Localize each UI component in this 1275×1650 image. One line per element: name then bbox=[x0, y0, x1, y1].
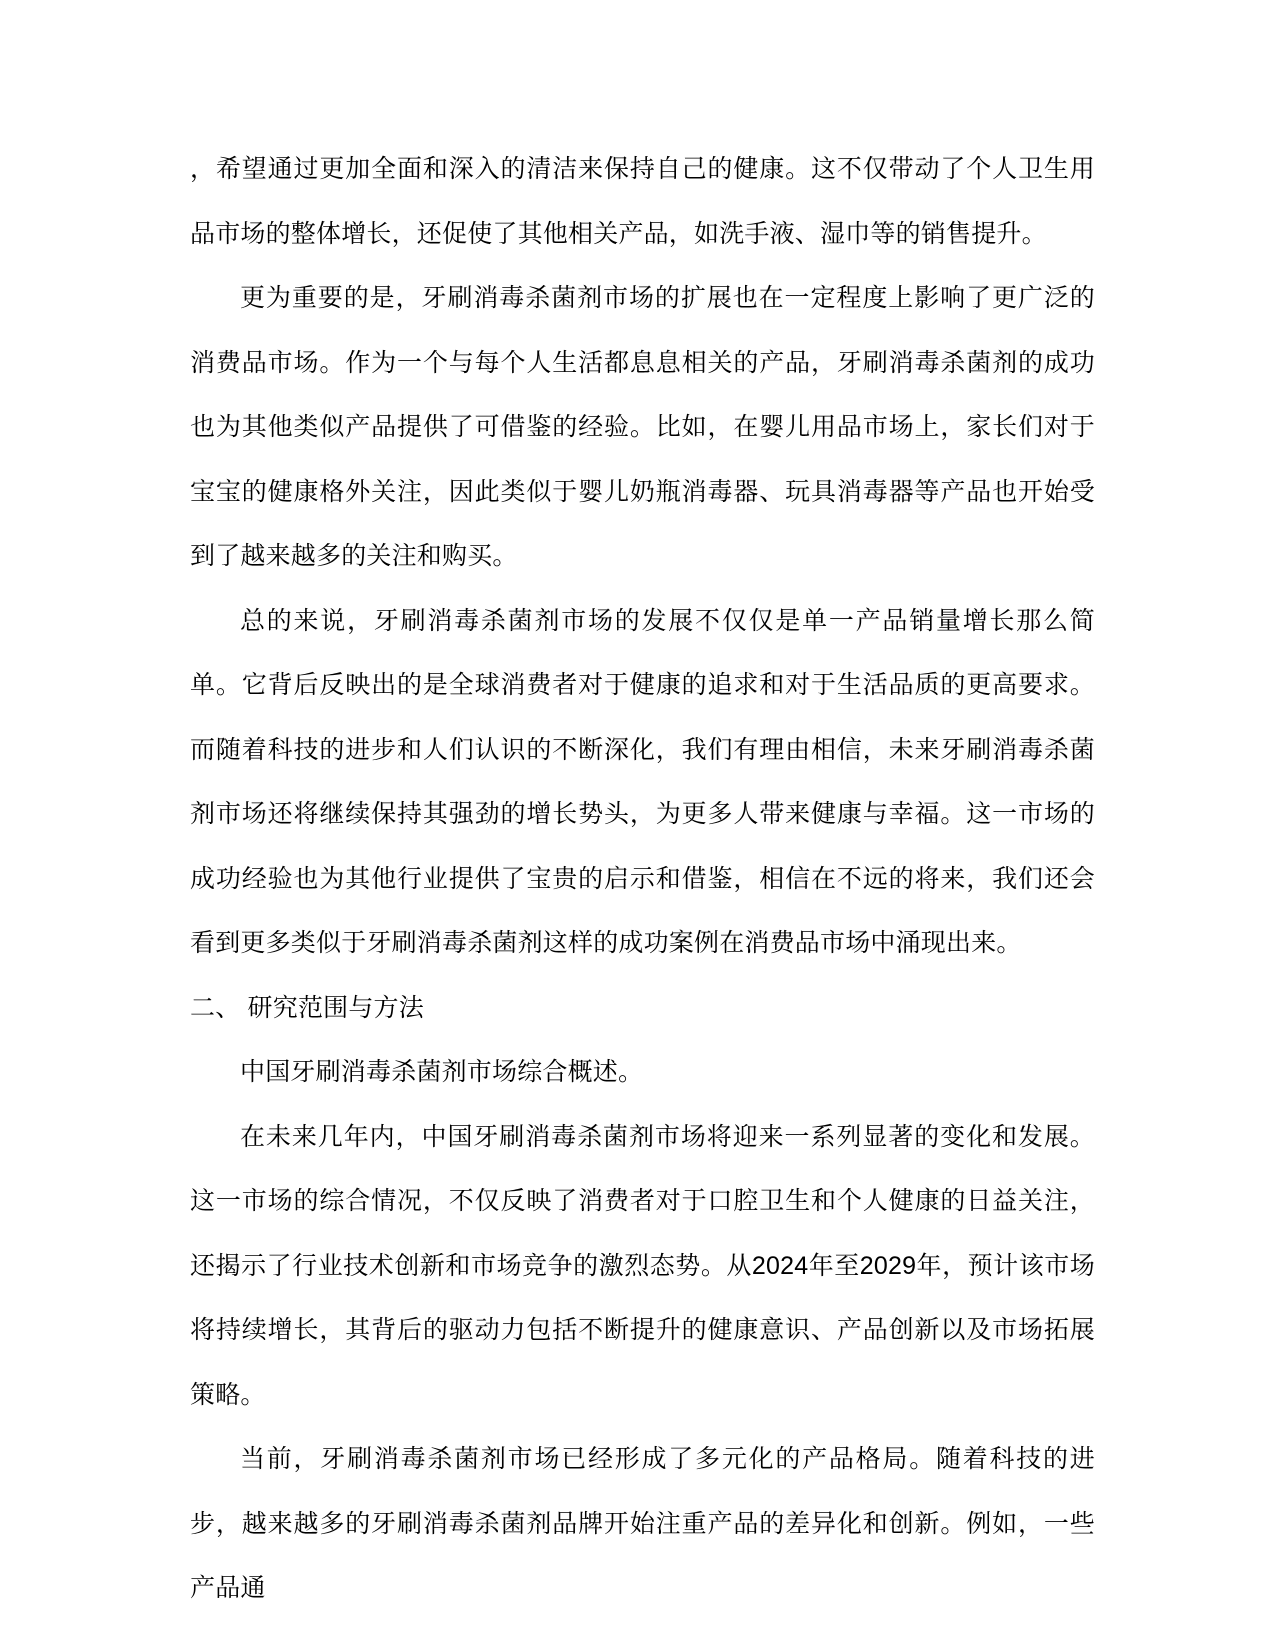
document-body bbox=[190, 137, 1095, 1621]
paragraph: 当前，牙刷消毒杀菌剂市场已经形成了多元化的产品格局。随着科技的进步，越来越多的牙刷消毒杀菌剂品牌开始注重产品的差异化和创新。例如，一些产品通 bbox=[190, 1445, 1095, 1602]
paragraph: 在未来几年内，中国牙刷消毒杀菌剂市场将迎来一系列显著的变化和发展。这一市场的综合情况，不仅反映了消费者对于口腔卫生和个人健康的日益关注，还揭示了行业技术创新和市场竞争的激烈态势。从2024年至2029年，预计该市场将持续增长，其背后的驱动力包括不断提升的健康意识、产品创新以及市场拓展策略。 bbox=[190, 1122, 1095, 1409]
paragraph: 更为重要的是，牙刷消毒杀菌剂市场的扩展也在一定程度上影响了更广泛的消费品市场。作为一个与每个人生活都息息相关的产品，牙刷消毒杀菌剂的成功也为其他类似产品提供了可借鉴的经验。比如，在婴儿用品市场上，家长们对于宝宝的健康格外关注，因此类似于婴儿奶瓶消毒器、玩具消毒器等产品也开始受到了越来越多的关注和购买。 bbox=[190, 284, 1095, 570]
paragraph: 总的来说，牙刷消毒杀菌剂市场的发展不仅仅是单一产品销量增长那么简单。它背后反映出的是全球消费者对于健康的追求和对于生活品质的更高要求。而随着科技的进步和人们认识的不断深化，我们有理由相信，未来牙刷消毒杀菌剂市场还将继续保持其强劲的增长势头，为更多人带来健康与幸福。这一市场的成功经验也为其他行业提供了宝贵的启示和借鉴，相信在不远的将来，我们还会看到更多类似于牙刷消毒杀菌剂这样的成功案例在消费品市场中涌现出来。 bbox=[190, 606, 1095, 957]
section-heading: 二、 研究范围与方法 bbox=[190, 993, 424, 1022]
paragraph: ，希望通过更加全面和深入的清洁来保持自己的健康。这不仅带动了个人卫生用品市场的整体增长，还促使了其他相关产品，如洗手液、湿巾等的销售提升。 bbox=[190, 155, 1095, 248]
paragraph: 中国牙刷消毒杀菌剂市场综合概述。 bbox=[240, 1058, 644, 1086]
